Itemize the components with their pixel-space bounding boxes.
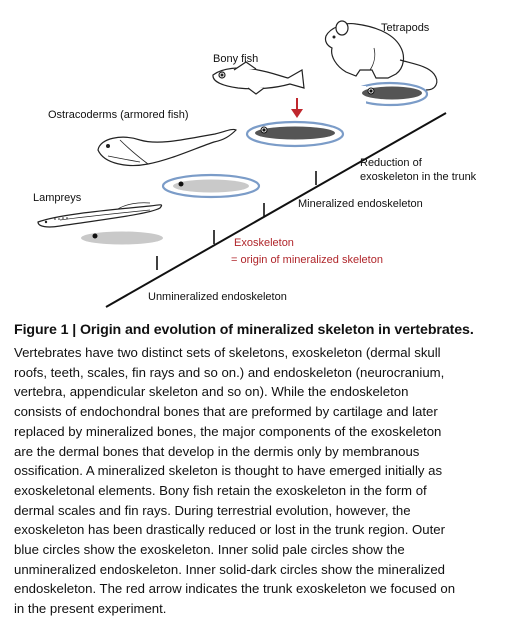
caption-separator: | — [68, 322, 80, 338]
label-ostracoderms: Ostracoderms (armored fish) — [48, 109, 189, 121]
caption-title — [14, 321, 500, 340]
caption-line: consists of endochondral bones that are preformed by cartilage and later — [14, 404, 438, 420]
label-reduction-line1: Reduction of — [360, 157, 422, 169]
caption-line: roofs, teeth, scales, fin rays and so on.) and endoskeleton (neurocranium, — [14, 364, 445, 380]
label-lampreys: Lampreys — [33, 192, 82, 204]
bony-fish-notochord-center — [262, 128, 265, 131]
lamprey-notochord-dot — [93, 234, 98, 239]
ostracoderm-notochord-dot — [179, 182, 184, 187]
caption-line: are the dermal bones that develop in the dermis only by membranous — [14, 443, 420, 459]
caption-line: ossification. A mineralized skeleton is thought to have emerged initially as — [14, 463, 443, 479]
caption-line: vertebra, appendicular skeleton and so on). While the endoskeleton — [14, 384, 409, 400]
label-reduction-line2: exoskeleton in the trunk — [360, 171, 477, 183]
caption-line: dermal scales and fin rays. During terrestrial evolution, however, the — [14, 502, 411, 518]
caption-title-text: Origin and evolution of mineralized skeleton in vertebrates. — [79, 322, 474, 338]
lamprey-unmineralized-endoskeleton — [81, 232, 163, 245]
lamprey-drawing — [38, 203, 162, 227]
label-exoskeleton: Exoskeleton — [234, 237, 294, 249]
label-unmineralized-endoskeleton: Unmineralized endoskeleton — [148, 291, 287, 303]
caption-line: exoskeleton has been drastically reduced or lost in the trunk region. Outer — [14, 522, 446, 538]
tetrapod-notochord-center — [369, 89, 372, 92]
label-origin: = origin of mineralized skeleton — [231, 254, 383, 266]
caption-line: unmineralized endoskeleton. Inner solid-dark circles show the mineralized — [14, 561, 446, 577]
ostracoderm-unmineralized-endoskeleton — [173, 180, 249, 193]
label-tetrapods: Tetrapods — [381, 22, 430, 34]
caption-body — [14, 343, 500, 619]
ostracoderm-drawing — [98, 129, 236, 165]
caption-line: in the present experiment. — [14, 601, 167, 617]
caption-line: endoskeleton. The red arrow indicates the trunk exoskeleton we focused on — [14, 581, 456, 597]
caption-line: exoskeletonal elements. Bony fish retain the exoskeleton in the form of — [14, 482, 427, 498]
caption-line: Vertebrates have two distinct sets of skeletons, exoskeleton (dermal skull — [14, 345, 441, 360]
label-bony-fish: Bony fish — [213, 53, 259, 65]
trunk-exoskeleton-arrow — [291, 98, 303, 118]
caption-figure-number: Figure 1 — [14, 322, 69, 338]
caption-line: blue circles show the exoskeleton. Inner solid pale circles show the — [14, 542, 405, 558]
label-mineralized-endoskeleton: Mineralized endoskeleton — [298, 198, 423, 210]
bony-fish-drawing — [213, 62, 304, 94]
figure-caption — [14, 321, 500, 619]
caption-line: replaced by mineralized bones, the major components of the exoskeleton — [14, 423, 442, 439]
